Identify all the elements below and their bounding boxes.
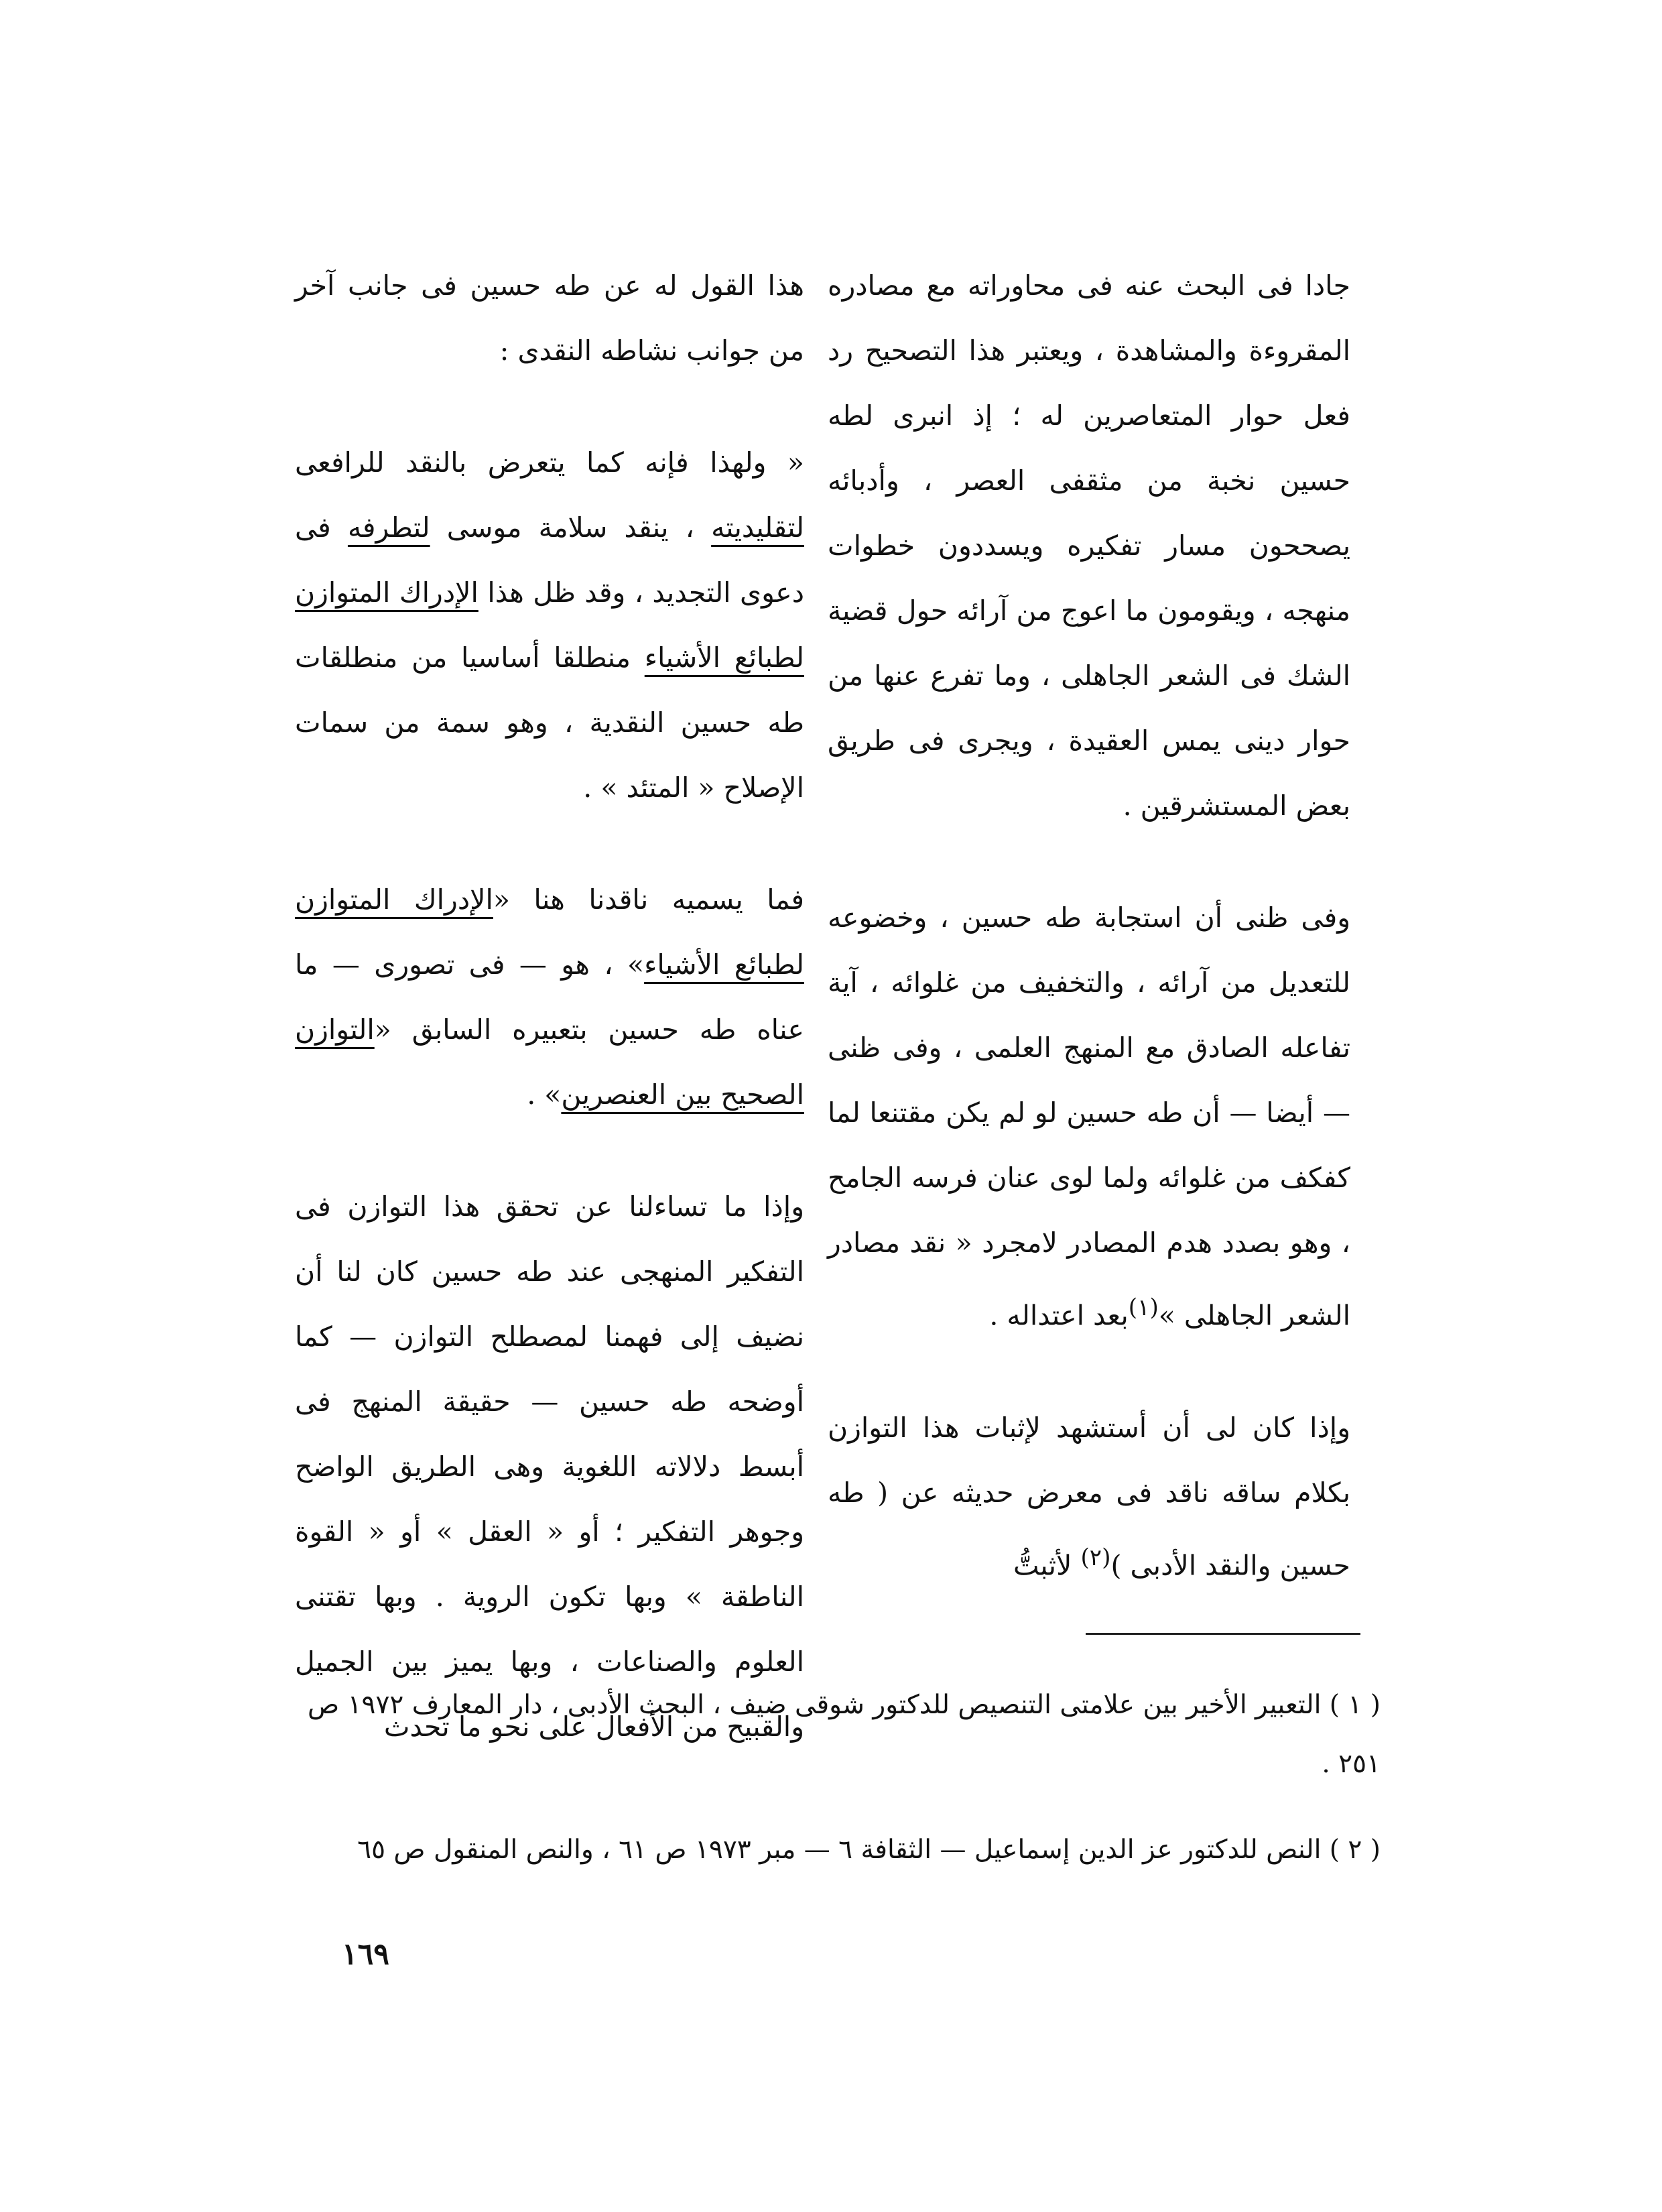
- underlined-phrase: الإدراك المتوازن لطبائع الأشياء: [295, 576, 804, 674]
- footnote-ref-2: (٢): [1080, 1544, 1111, 1571]
- footnote-ref-1: (١): [1128, 1294, 1159, 1321]
- left-text-column: [295, 253, 804, 1760]
- right-paragraph-1: جادا فى البحث عنه فى محاوراته مع مصادره المقروءة والمشاهدة ، ويعتبر هذا التصحيح رد فعل حوار المتعاصرين له ؛ إذ انبرى لطه حسين نخبة من مثقفى العصر ، وأدبائه يصححون مسار تفكيره ويسددون خطوات منهجه ، ويقومون ما اعوج من آرائه حول قضية الشك فى الشعر الجاهلى ، وما تفرع عنها من حوار دينى يمس العقيدة ، ويجرى فى طريق بعض المستشرقين .: [828, 269, 1350, 822]
- left-paragraph-4: وإذا ما تساءلنا عن تحقق هذا التوازن فى التفكير المنهجى عند طه حسين كان لنا أن نضيف إلى فهمنا لمصطلح التوازن — كما أوضحه طه حسين — حقيقة المنهج فى أبسط دلالاته اللغوية وهى الطريق الواضح وجوهر التفكير ؛ أو « العقل » أو « القوة الناطقة » وبها تكون الروية . وبها تقتنى العلوم والصناعات ، وبها يميز بين الجميل والقبيح من الأفعال على نحو ما تحدث: [295, 1190, 804, 1743]
- right-paragraph-2: [828, 885, 1350, 1349]
- underlined-phrase: لتطرفه: [347, 511, 430, 544]
- quote-text-d: منطلقا أساسيا من منطلقات طه حسين النقدية ، وهو سمة من سمات الإصلاح « المتئد » .: [295, 641, 804, 804]
- paragraph-gap: [295, 1127, 804, 1174]
- paragraph-gap: [295, 383, 804, 430]
- footnote-2: ( ٢ ) النص للدكتور عز الدين إسماعيل — الثقافة ٦ — مبر ١٩٧٣ ص ٦١ ، والنص المنقول ص ٦٥: [357, 1835, 1381, 1865]
- underlined-phrase: الإدراك المتوازن لطبائع الأشياء: [295, 883, 804, 981]
- paragraph-gap: [295, 820, 804, 867]
- quote-text-c: فى دعوى التجديد ، وقد ظل هذا: [295, 511, 804, 609]
- left-paragraph-1: هذا القول له عن طه حسين فى جانب آخر من جوانب نشاطه النقدى :: [295, 269, 804, 367]
- page-number: ١٦٩: [342, 1937, 389, 1971]
- footnotes: [295, 1676, 1381, 1906]
- right-paragraph-3-text: وإذا كان لى أن أستشهد لإثبات هذا التوازن بكلام ساقه ناقد فى معرض حديثه عن ( طه حسين والنقد الأدبى ): [828, 1411, 1350, 1582]
- footnote-separator: [1086, 1633, 1360, 1635]
- footnote-1: ( ١ ) التعبير الأخير بين علامتى التنصيص للدكتور شوقى ضيف ، البحث الأدبى ، دار المعارف ١٩٧٢ ص ٢٥١ .: [308, 1690, 1381, 1779]
- right-paragraph-3-end: لأثبتُّ: [1013, 1549, 1072, 1582]
- right-text-column: [828, 253, 1350, 1598]
- right-paragraph-2-text: وفى ظنى أن استجابة طه حسين ، وخضوعه للتعديل من آرائه ، والتخفيف من غلوائه ، آية تفاعله الصادق مع المنهج العلمى ، وفى ظنى — أيضا — أن طه حسين لو لم يكن مقتنعا لما كفكف من غلوائه ولما لوى عنان فرسه الجامح ، وهو بصدد هدم المصادر لامجرد « نقد مصادر الشعر الجاهلى »: [828, 902, 1350, 1332]
- right-paragraph-3: [828, 1396, 1350, 1599]
- paragraph-3-text-a: فما يسميه ناقدنا هنا «: [493, 883, 804, 916]
- underlined-phrase: التوازن الصحيح بين العنصرين: [295, 1013, 804, 1111]
- paragraph-3-text-c: » .: [527, 1079, 562, 1111]
- quote-text-b: ، ينقد سلامة موسى: [446, 511, 694, 544]
- paragraph-gap: [828, 839, 1350, 885]
- left-quote-paragraph: [295, 430, 804, 820]
- right-paragraph-2-end: بعد اعتداله .: [989, 1299, 1129, 1332]
- quote-text-a: « ولهذا فإنه كما يتعرض بالنقد للرافعى: [295, 446, 804, 479]
- left-paragraph-3: [295, 867, 804, 1127]
- paragraph-gap: [828, 1349, 1350, 1396]
- paragraph-3-text-b: » ، هو — فى تصورى — ما عناه طه حسين بتعبيره السابق «: [295, 948, 804, 1046]
- underlined-phrase: لتقليديته: [711, 511, 804, 544]
